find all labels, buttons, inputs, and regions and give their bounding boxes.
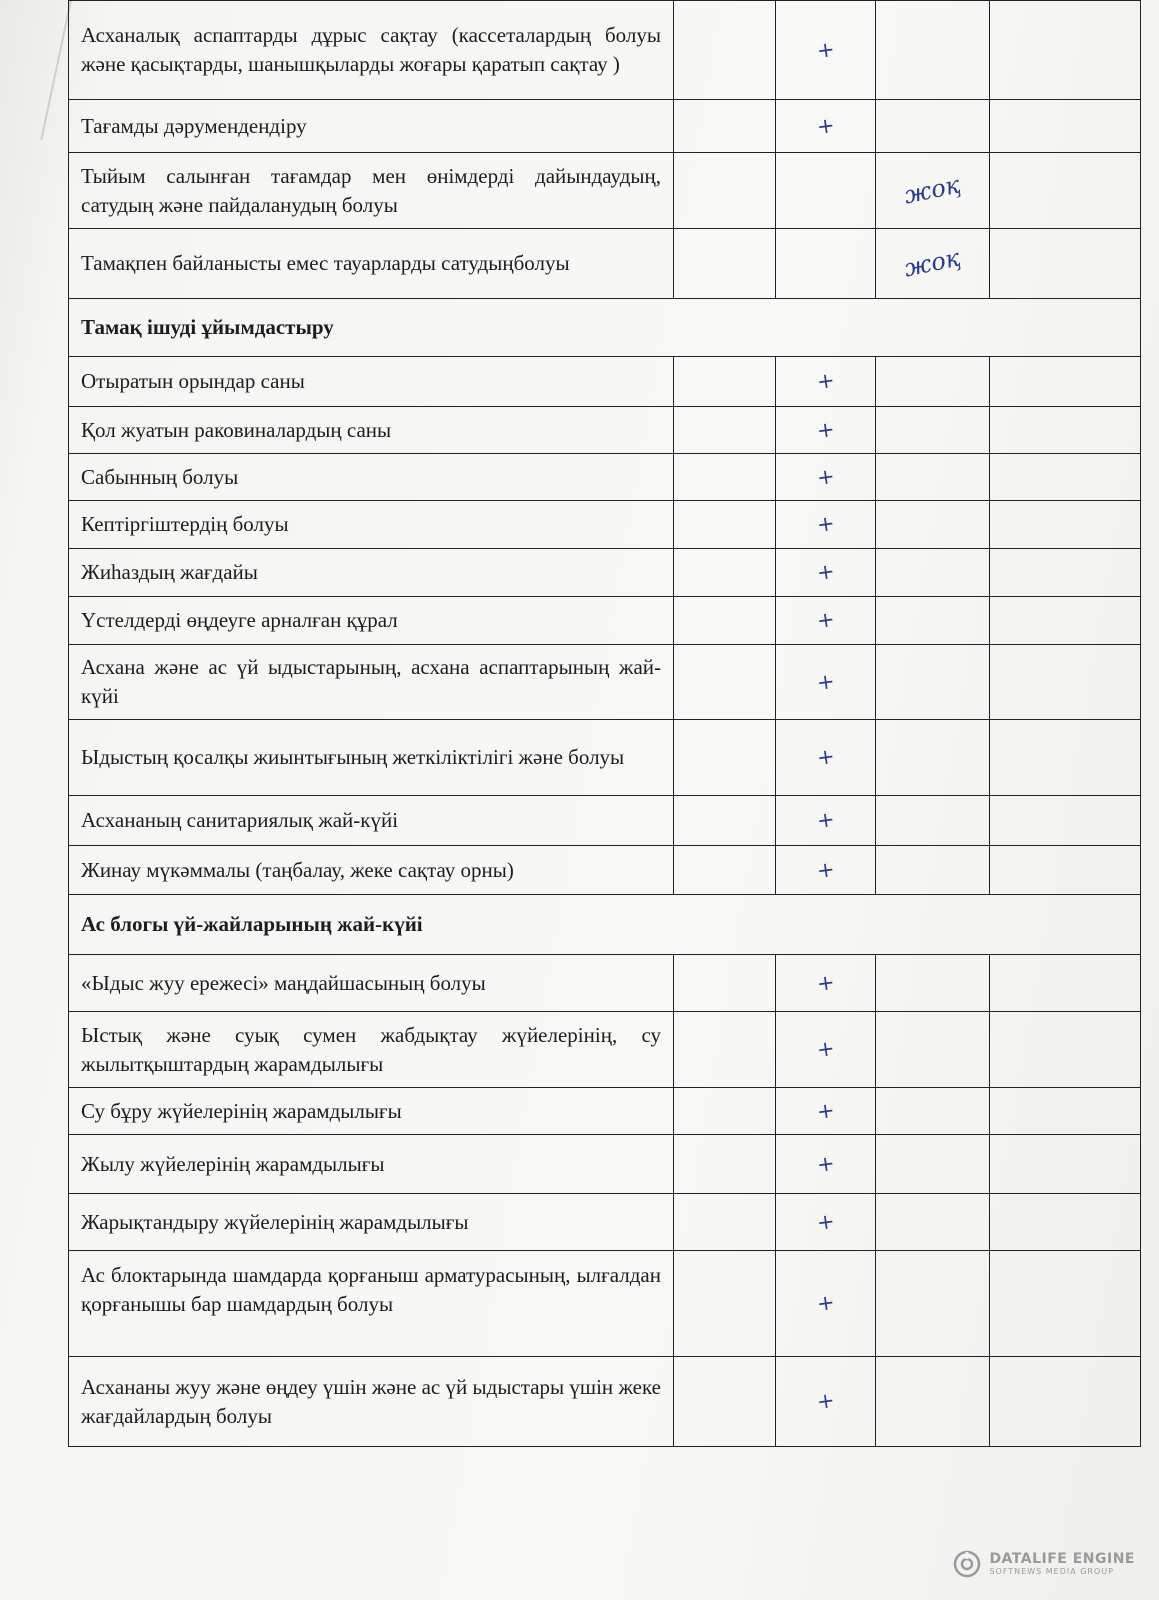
empty-cell <box>990 846 1141 895</box>
item-text: Үстелдерді өңдеуге арналған құрал <box>69 597 674 645</box>
item-text: Сабынның болуы <box>69 454 674 501</box>
table-row <box>69 1251 1141 1357</box>
empty-cell <box>876 1 990 100</box>
empty-cell <box>674 357 776 407</box>
empty-cell <box>674 407 776 454</box>
table-row <box>69 597 1141 645</box>
table-row <box>69 407 1141 454</box>
empty-cell <box>876 955 990 1012</box>
empty-cell <box>990 796 1141 846</box>
table-row <box>69 796 1141 846</box>
item-text: Тамақпен байланысты емес тауарларды сатудыңболуы <box>69 229 674 299</box>
section-header-row <box>69 895 1141 955</box>
empty-cell <box>776 229 876 299</box>
empty-cell <box>876 1357 990 1447</box>
handwritten-note: жоқ <box>876 153 990 229</box>
check-mark: + <box>776 501 876 549</box>
table-row <box>69 955 1141 1012</box>
item-text: Асханалық аспаптарды дұрыс сақтау (кассеталардың болуы және қасықтарды, шанышқыларды жоғары қаратып сақтау ) <box>69 1 674 100</box>
watermark <box>953 1550 1135 1578</box>
empty-cell <box>990 1 1141 100</box>
empty-cell <box>674 955 776 1012</box>
section-header-row <box>69 299 1141 357</box>
empty-cell <box>876 1251 990 1357</box>
empty-cell <box>674 1 776 100</box>
item-text: Асхана және ас үй ыдыстарының, асхана аспаптарының жай-күйі <box>69 645 674 720</box>
item-text: Ас блоктарында шамдарда қорғаныш арматурасының, ылғалдан қорғанышы бар шамдардың болуы <box>69 1251 674 1357</box>
table-row <box>69 1135 1141 1194</box>
empty-cell <box>876 549 990 597</box>
empty-cell <box>674 1251 776 1357</box>
empty-cell <box>990 1251 1141 1357</box>
handwritten-note: жоқ <box>876 229 990 299</box>
item-text: Тыйым салынған тағамдар мен өнімдерді дайындаудың, сатудың және пайдаланудың болуы <box>69 153 674 229</box>
table-row <box>69 1012 1141 1088</box>
item-text: Ыдыстың қосалқы жиынтығының жеткіліктілігі және болуы <box>69 720 674 796</box>
table-row <box>69 1357 1141 1447</box>
check-mark: + <box>776 846 876 895</box>
table-row <box>69 153 1141 229</box>
check-mark: + <box>776 645 876 720</box>
empty-cell <box>990 549 1141 597</box>
empty-cell <box>990 597 1141 645</box>
empty-cell <box>674 549 776 597</box>
empty-cell <box>990 720 1141 796</box>
empty-cell <box>876 1194 990 1251</box>
item-text: Кептіргіштердің болуы <box>69 501 674 549</box>
item-text: Жылу жүйелерінің жарамдылығы <box>69 1135 674 1194</box>
empty-cell <box>674 454 776 501</box>
check-mark: + <box>776 1088 876 1135</box>
empty-cell <box>990 100 1141 153</box>
check-mark: + <box>776 796 876 846</box>
empty-cell <box>876 1012 990 1088</box>
table-row <box>69 229 1141 299</box>
empty-cell <box>674 1135 776 1194</box>
check-mark: + <box>776 357 876 407</box>
item-text: Жиһаздың жағдайы <box>69 549 674 597</box>
check-mark: + <box>776 1 876 100</box>
empty-cell <box>876 407 990 454</box>
empty-cell <box>776 153 876 229</box>
datalife-logo-icon <box>953 1550 981 1578</box>
table-row <box>69 846 1141 895</box>
check-mark: + <box>776 955 876 1012</box>
empty-cell <box>674 1012 776 1088</box>
section-title: Тамақ ішуді ұйымдастыру <box>69 299 1141 357</box>
empty-cell <box>876 597 990 645</box>
empty-cell <box>674 1194 776 1251</box>
empty-cell <box>876 720 990 796</box>
empty-cell <box>674 645 776 720</box>
empty-cell <box>674 796 776 846</box>
empty-cell <box>990 407 1141 454</box>
table-row <box>69 720 1141 796</box>
table-row <box>69 645 1141 720</box>
item-text: Ыстық және суық сумен жабдықтау жүйелерінің, су жылытқыштардың жарамдылығы <box>69 1012 674 1088</box>
item-text: Асхананы жуу және өңдеу үшін және ас үй ыдыстары үшін жеке жағдайлардың болуы <box>69 1357 674 1447</box>
empty-cell <box>674 1088 776 1135</box>
empty-cell <box>876 357 990 407</box>
empty-cell <box>876 100 990 153</box>
empty-cell <box>876 1088 990 1135</box>
item-text: Жарықтандыру жүйелерінің жарамдылығы <box>69 1194 674 1251</box>
empty-cell <box>990 1012 1141 1088</box>
empty-cell <box>876 645 990 720</box>
watermark-subtitle: SOFTNEWS MEDIA GROUP <box>989 1567 1114 1576</box>
check-mark: + <box>776 597 876 645</box>
table-row <box>69 454 1141 501</box>
item-text: Отыратын орындар саны <box>69 357 674 407</box>
empty-cell <box>674 229 776 299</box>
check-mark: + <box>776 454 876 501</box>
empty-cell <box>876 846 990 895</box>
empty-cell <box>674 153 776 229</box>
empty-cell <box>674 100 776 153</box>
empty-cell <box>674 597 776 645</box>
table-row <box>69 357 1141 407</box>
empty-cell <box>990 153 1141 229</box>
check-mark: + <box>776 1251 876 1357</box>
empty-cell <box>990 1357 1141 1447</box>
check-mark: + <box>776 1012 876 1088</box>
table-row <box>69 100 1141 153</box>
empty-cell <box>990 645 1141 720</box>
item-text: «Ыдыс жуу ережесі» маңдайшасының болуы <box>69 955 674 1012</box>
table-row <box>69 549 1141 597</box>
empty-cell <box>990 1088 1141 1135</box>
section-title: Ас блогы үй-жайларының жай-күйі <box>69 895 1141 955</box>
empty-cell <box>876 454 990 501</box>
empty-cell <box>876 501 990 549</box>
empty-cell <box>674 1357 776 1447</box>
check-mark: + <box>776 407 876 454</box>
check-mark: + <box>776 100 876 153</box>
watermark-title: DATALIFE ENGINE <box>989 1551 1135 1567</box>
empty-cell <box>876 1135 990 1194</box>
empty-cell <box>876 796 990 846</box>
check-mark: + <box>776 1357 876 1447</box>
check-mark: + <box>776 1135 876 1194</box>
item-text: Жинау мүкәммалы (таңбалау, жеке сақтау орны) <box>69 846 674 895</box>
table-row <box>69 1194 1141 1251</box>
empty-cell <box>990 1194 1141 1251</box>
table-row <box>69 501 1141 549</box>
inspection-checklist-table <box>68 0 1141 1447</box>
item-text: Асхананың санитариялық жай-күйі <box>69 796 674 846</box>
check-mark: + <box>776 720 876 796</box>
empty-cell <box>674 846 776 895</box>
item-text: Қол жуатын раковиналардың саны <box>69 407 674 454</box>
empty-cell <box>990 955 1141 1012</box>
table-row <box>69 1 1141 100</box>
item-text: Тағамды дәрумендендіру <box>69 100 674 153</box>
empty-cell <box>990 454 1141 501</box>
empty-cell <box>990 1135 1141 1194</box>
empty-cell <box>674 720 776 796</box>
empty-cell <box>990 357 1141 407</box>
table-row <box>69 1088 1141 1135</box>
empty-cell <box>674 501 776 549</box>
item-text: Су бұру жүйелерінің жарамдылығы <box>69 1088 674 1135</box>
empty-cell <box>990 229 1141 299</box>
check-mark: + <box>776 549 876 597</box>
check-mark: + <box>776 1194 876 1251</box>
empty-cell <box>990 501 1141 549</box>
